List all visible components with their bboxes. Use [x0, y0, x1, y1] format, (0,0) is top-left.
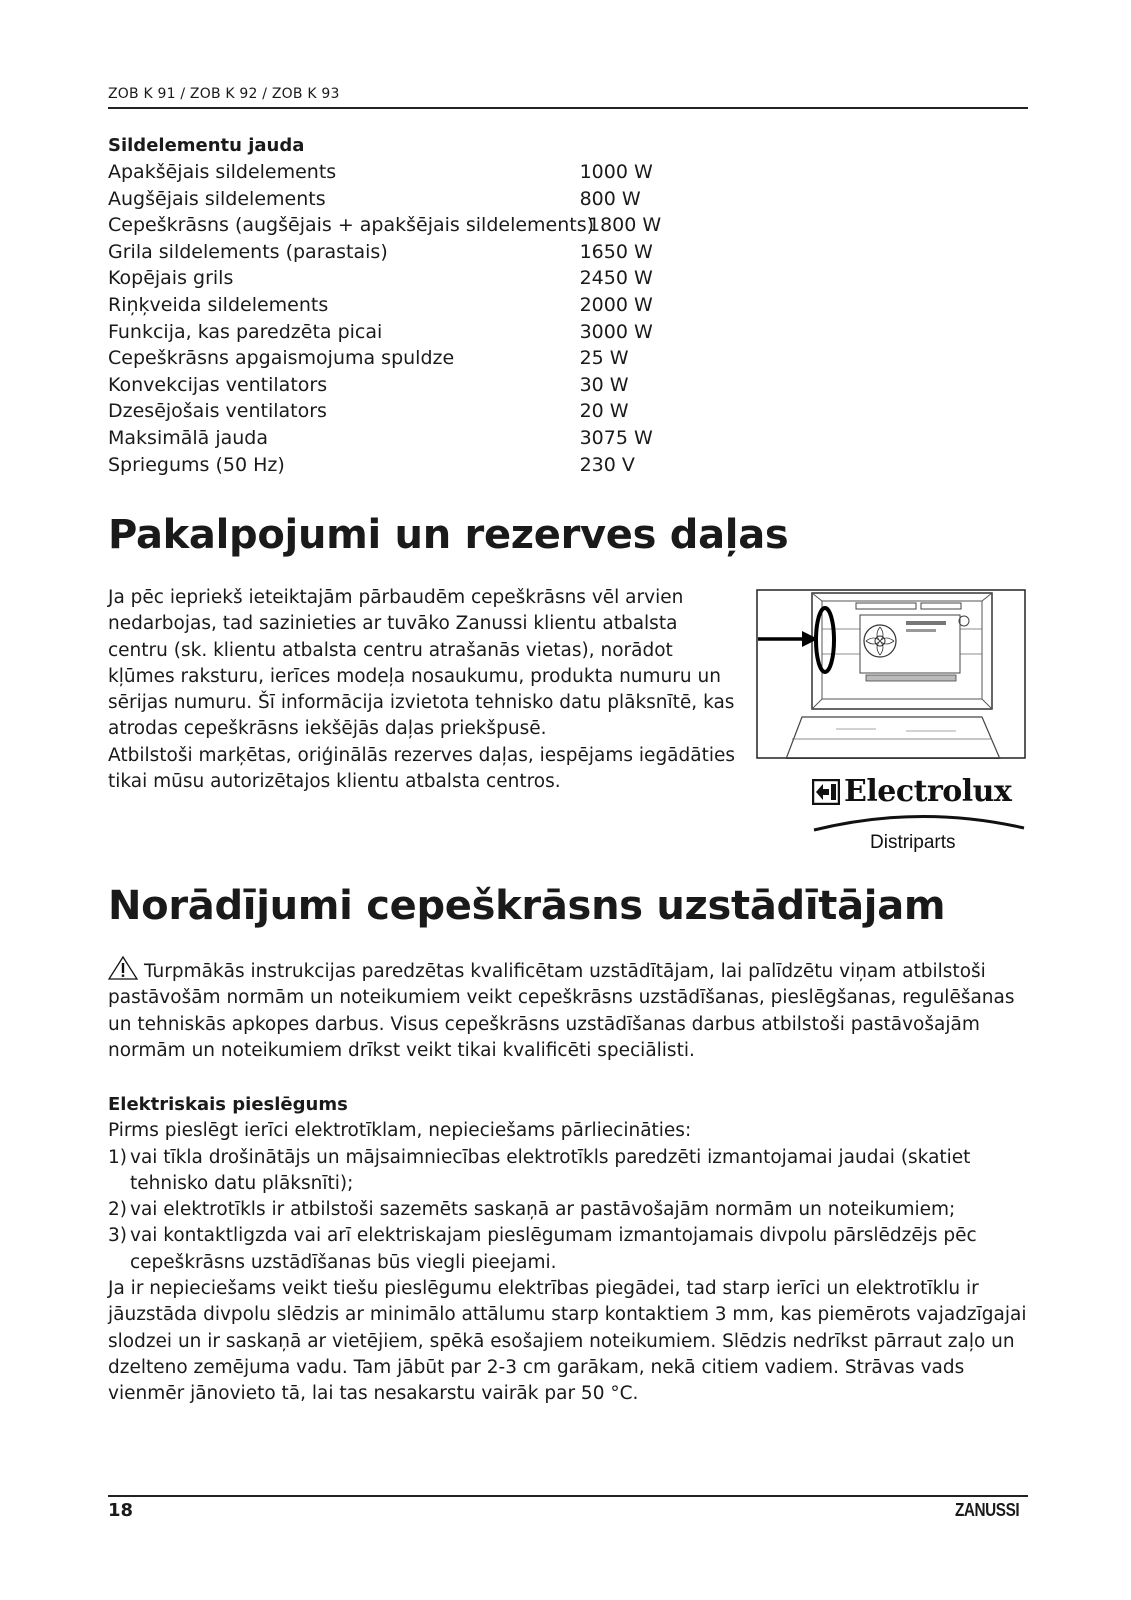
electrical-closing: Ja ir nepieciešams veikt tiešu pieslēgumu elektrības piegādei, tad starp ierīci un elektrotīklu ir jāuzstāda divpolu slēdzis ar minimālo attālumu starp kontaktiem 3 mm, kas piemērots vajadzīgajai slodzei un ir saskaņā ar vietējiem, spēkā esošajiem noteikumiem. Slēdzis nedrīkst pārraut zaļo un dzelteno zemējuma vadu. Tam jābūt par 2-3 cm garākam, nekā citiem vadiem. Strāvas vads vienmēr jānovieto tā, lai tas nesakarstu vairāk par 50 °C.: [108, 1278, 1027, 1405]
spec-row: [108, 212, 668, 239]
spec-row: [108, 319, 668, 346]
list-item: [108, 1145, 1033, 1198]
header-divider: [108, 107, 1028, 109]
spec-row: [108, 159, 668, 186]
zanussi-logo: ZANUSSI: [955, 1500, 1020, 1520]
list-text: vai tīkla drošinātājs un mājsaimniecības elektrotīkls paredzēti izmantojamai jaudai (skatiet tehnisko datu plāksnīti);: [130, 1146, 971, 1194]
list-text: vai elektrotīkls ir atbilstoši sazemēts saskaņā ar pastāvošajām normām un noteikumiem;: [130, 1199, 956, 1221]
spec-value: 25 W: [579, 347, 629, 370]
service-paragraph-1: Ja pēc iepriekš ieteiktajām pārbaudēm cepeškrāsns vēl arvien nedarbojas, tad sazinieties ar tuvāko Zanussi klientu atbalsta centru (sk. klientu atbalsta centru atrašanās vietas), norādot kļūmes raksturu, ierīces modeļa nosaukumu, produkta numuru un sērijas numuru. Šī informācija izvietota tehnisko datu plāksnītē, kas atrodas cepeškrāsns iekšējās daļas priekšpusē.: [108, 587, 735, 740]
spec-row: [108, 239, 668, 266]
electrolux-mark-icon: [812, 779, 840, 805]
page-number: 18: [108, 1500, 134, 1521]
spec-value: 800 W: [579, 187, 641, 210]
list-text: vai kontaktligzda vai arī elektriskajam pieslēgumam izmantojamais divpolu pārslēdzējs pēc cepeškrāsns uzstādīšanas būs viegli pieejami.: [130, 1225, 977, 1273]
spec-value: 1000 W: [579, 161, 653, 183]
warning-icon: [108, 956, 138, 980]
spec-label: Maksimālā jauda: [108, 426, 268, 449]
spec-label: Cepeškrāsns (augšējais + apakšējais sildelements): [108, 214, 595, 237]
spec-row: [108, 186, 668, 213]
spec-label: Funkcija, kas paredzēta picai: [108, 320, 383, 343]
spec-label: Konvekcijas ventilators: [108, 373, 328, 396]
list-number: 2): [108, 1199, 127, 1221]
spec-label: Apakšējais sildelements: [108, 161, 337, 183]
list-number: 3): [108, 1225, 127, 1247]
spec-value: 1800 W: [588, 214, 662, 237]
list-item: [108, 1197, 1033, 1223]
installer-warning: [108, 956, 1028, 1064]
model-header: ZOB K 91 / ZOB K 92 / ZOB K 93: [108, 86, 340, 102]
spec-label: Cepeškrāsns apgaismojuma spuldze: [108, 347, 455, 370]
spec-label: Spriegums (50 Hz): [108, 453, 285, 476]
brand-name: Electrolux: [844, 774, 1012, 809]
spec-label: Grila sildelements (parastais): [108, 240, 388, 263]
spec-row: [108, 452, 668, 479]
footer-divider: [108, 1495, 1028, 1497]
electrolux-distriparts-logo: [812, 774, 1026, 858]
electrical-checklist: [108, 1145, 1033, 1276]
spec-row: [108, 345, 668, 372]
spec-value: 230 V: [579, 453, 635, 476]
list-item: [108, 1223, 1033, 1276]
spec-value: 3075 W: [579, 426, 653, 449]
spec-row: [108, 425, 668, 452]
electrical-title: Elektriskais pieslēgums: [108, 1094, 348, 1115]
oven-rating-plate-illustration: [756, 589, 1026, 759]
spec-label: Augšējais sildelements: [108, 187, 326, 210]
spec-row: [108, 398, 668, 425]
installer-heading: Norādījumi cepeškrāsns uzstādītājam: [108, 883, 946, 929]
service-heading: Pakalpojumi un rezerves daļas: [108, 512, 789, 558]
brand-subtitle: Distriparts: [870, 832, 956, 853]
heating-power-specs: [108, 133, 668, 478]
brand-swoosh: [812, 810, 1026, 832]
specs-table: [108, 159, 668, 478]
specs-title: Sildelementu jauda: [108, 135, 305, 156]
service-text: [108, 585, 738, 795]
spec-value: 20 W: [579, 400, 629, 423]
list-number: 1): [108, 1146, 127, 1168]
electrical-connection-section: [108, 1092, 1033, 1408]
spec-row: [108, 372, 668, 399]
spec-label: Dzesējošais ventilators: [108, 400, 327, 423]
spec-label: Riņķveida sildelements: [108, 293, 329, 316]
spec-label: Kopējais grils: [108, 267, 234, 290]
spec-value: 30 W: [579, 373, 629, 396]
service-paragraph-2: Atbilstoši marķētas, oriģinālās rezerves daļas, iespējams iegādāties tikai mūsu autorizētajos klientu atbalsta centros.: [108, 744, 736, 793]
spec-row: [108, 292, 668, 319]
spec-value: 2450 W: [579, 267, 653, 290]
warning-text: Turpmākās instrukcijas paredzētas kvalificētam uzstādītājam, lai palīdzētu viņam atbilstoši pastāvošām normām un noteikumiem veikt cepeškrāsns uzstādīšanas, pieslēgšanas, regulēšanas un tehniskās apkopes darbus. Visus cepeškrāsns uzstādīšanas darbus atbilstoši pastāvošajām normām un noteikumiem drīkst veikt tikai kvalificēti speciālisti.: [108, 961, 1015, 1061]
spec-row: [108, 265, 668, 292]
spec-value: 1650 W: [579, 240, 653, 263]
spec-value: 2000 W: [579, 293, 653, 316]
spec-value: 3000 W: [579, 320, 653, 343]
electrical-intro: Pirms pieslēgt ierīci elektrotīklam, nepieciešams pārliecināties:: [108, 1120, 692, 1142]
